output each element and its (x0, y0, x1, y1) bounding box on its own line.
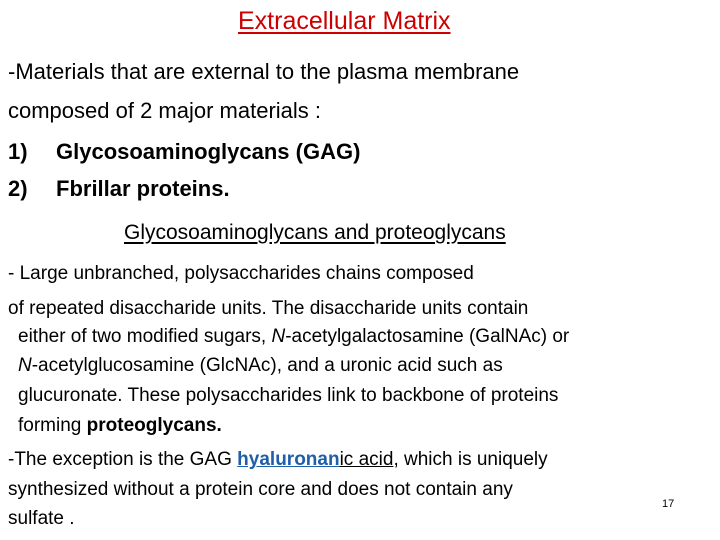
exception-line-1 (8, 449, 548, 471)
list-text: Fbrillar proteins. (56, 176, 230, 201)
para-line-3 (18, 326, 569, 348)
slide-title: Extracellular Matrix (238, 7, 451, 35)
list-text: Glycosoaminoglycans (GAG) (56, 139, 361, 164)
page-number: 17 (662, 498, 675, 510)
text-span: -acetylglucosamine (GlcNAc), and a uronic acid such as (31, 355, 503, 376)
para-line-6 (18, 415, 222, 437)
text-span: -The exception is the GAG (8, 449, 238, 470)
text-span: either of two modified sugars, (18, 326, 272, 347)
intro-line-1: -Materials that are external to the plasma membrane (8, 59, 520, 84)
bold-span: proteoglycans. (86, 415, 222, 436)
list-item-1 (8, 139, 361, 165)
list-number: 2) (8, 176, 28, 201)
hyaluronan-link[interactable]: hyaluronan (237, 449, 340, 470)
text-span: , which is uniquely (393, 449, 548, 470)
subheading: Glycosoaminoglycans and proteoglycans (124, 221, 506, 244)
para-line-2: of repeated disaccharide units. The disaccharide units contain (8, 298, 529, 319)
list-number: 1) (8, 139, 28, 164)
intro-line-2: composed of 2 major materials : (8, 98, 322, 123)
italic-span: N (18, 355, 32, 376)
para-line-1: - Large unbranched, polysaccharides chains composed (8, 263, 474, 284)
text-span: -acetylgalactosamine (GalNAc) or (285, 326, 570, 347)
exception-line-3: sulfate . (8, 508, 75, 529)
list-item-2 (8, 176, 230, 202)
para-line-4 (18, 355, 503, 377)
exception-line-2: synthesized without a protein core and does not contain any (8, 479, 513, 500)
para-line-5: glucuronate. These polysaccharides link to backbone of proteins (18, 385, 559, 406)
italic-span: N (271, 326, 286, 347)
text-span: forming (18, 415, 87, 436)
underlined-span: ic acid (339, 449, 394, 470)
